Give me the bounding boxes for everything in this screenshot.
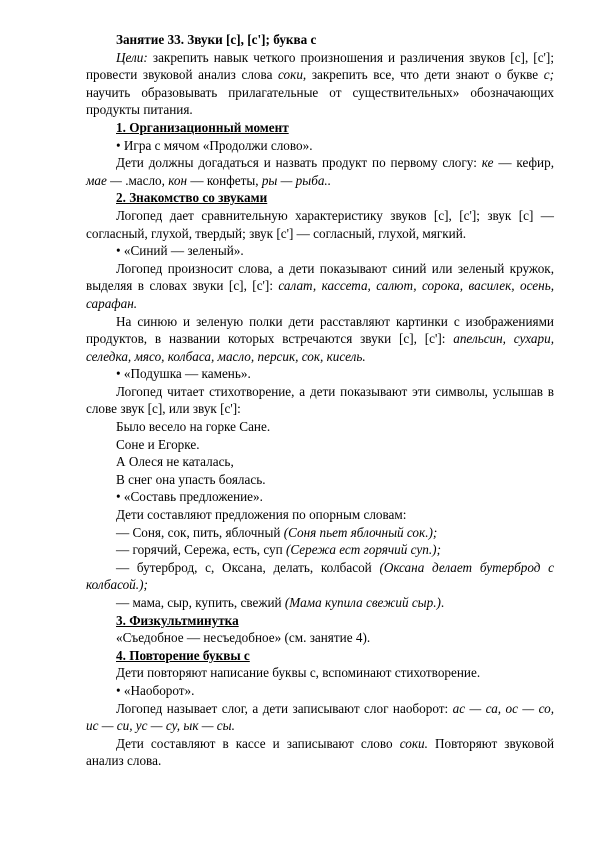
goals-paragraph: [86, 49, 554, 119]
poem-line-1: Было весело на горке Сане.: [116, 419, 271, 435]
section-4-heading: 4. Повторение буквы с: [116, 647, 250, 663]
section-2-words-2: апельсин, сухари, селедка, мясо, колбаса, масло, персик, сок, кисель.: [86, 331, 555, 364]
goals-letter: с;: [543, 67, 554, 83]
section-1-text-main: Дети должны догадаться и назвать продукт по первому слогу:: [116, 155, 482, 171]
poem-line-3: А Олеся не каталась,: [116, 454, 234, 470]
goals-text-c: научить образовывать прилагательные от существительных» обозначающих продукты питания.: [86, 84, 554, 118]
section-2-text: Логопед дает сравнительную характеристику звуков [с], [с']; звук [с] — согласный, глухой, твердый; звук [с'] — согласный, глухой, мягкий.: [86, 207, 554, 241]
goals-label: Цели:: [116, 49, 148, 65]
sentence-4-words: — мама, сыр, купить, свежий: [116, 595, 285, 610]
example-4: ры — рыба..: [261, 172, 332, 188]
example-2-word: .масло,: [121, 172, 169, 188]
section-4-text-2: [86, 700, 554, 735]
section-4-syllables: ас — са, ос — со, ис — си, ус — су, ык — сы.: [86, 700, 555, 734]
goals-word: соки,: [278, 67, 307, 83]
section-2-text-2-main: Логопед произносит слова, а дети показывают синий или зеленый кружок, выделяя в словах звуки [с], [с']:: [86, 260, 554, 294]
section-2-text-4: Логопед читает стихотворение, а дети показывают эти символы, услышав в слове звук [с], или звук [с']:: [86, 383, 554, 417]
example-3-word: — конфеты,: [187, 172, 262, 188]
section-2-game-2: • «Подушка — камень».: [116, 366, 251, 382]
sentence-1: [86, 524, 554, 542]
sentence-3-answer: (Оксана делает бутерброд с колбасой.);: [86, 559, 554, 593]
section-1-game: • Игра с мячом «Продолжи слово».: [116, 137, 313, 153]
section-1-heading: 1. Организационный момент: [116, 119, 289, 135]
section-2-text-5: Дети составляют предложения по опорным словам:: [116, 507, 407, 523]
section-2-text-2: [86, 260, 554, 313]
section-2-text-3-main: На синюю и зеленую полки дети расставляют картинки с изображениями продуктов, в названии которых встречаются звуки [с], [с']:: [86, 313, 554, 347]
section-3-text: «Съедобное — несъедобное» (см. занятие 4).: [116, 630, 371, 646]
poem-line-2: Соне и Егорке.: [116, 436, 200, 452]
section-4-text-3-main: Дети составляют в кассе и записывают слово: [116, 735, 400, 751]
goals-text-b: закрепить все, что дети знают о букве: [306, 67, 544, 83]
section-4-text: Дети повторяют написание буквы с, вспоминают стихотворение.: [116, 665, 481, 681]
sentence-1-words: — Соня, сок, пить, яблочный: [116, 524, 284, 540]
sentence-2-answer: (Сережа ест горячий суп.);: [286, 542, 441, 558]
section-2-heading: 2. Знакомство со звуками: [116, 190, 268, 206]
example-1-syllable: ке: [481, 155, 494, 171]
example-2-syllable: мае —: [86, 172, 122, 188]
sentence-3-words: — бутерброд, с, Оксана, делать, колбасой: [116, 559, 380, 575]
section-4-game: • «Наоборот».: [116, 682, 195, 698]
section-2-game-1: • «Синий — зеленый».: [116, 243, 244, 259]
example-1-word: — кефир,: [493, 155, 554, 171]
section-2-game-3: • «Составь предложение».: [116, 489, 263, 505]
sentence-3: [86, 559, 554, 594]
document-body: [86, 31, 554, 770]
section-2-text-3: [86, 313, 554, 366]
sentence-4: [86, 594, 554, 612]
sentence-2-words: — горячий, Сережа, есть, суп: [116, 542, 287, 558]
lesson-title: Занятие 33. Звуки [с], [с']; буква с: [116, 32, 317, 47]
section-4-text-3-end: Повторяют звуковой анализ слова.: [86, 735, 555, 769]
section-2-words-1: салат, кассета, салют, сорока, василек, осень, сарафан.: [86, 278, 554, 311]
section-3-heading: 3. Физкультминутка: [116, 612, 239, 628]
sentence-1-answer: (Соня пьет яблочный сок.);: [283, 524, 438, 540]
sentence-4-answer: (Мама купила свежий сыр.): [284, 595, 441, 610]
section-1-text: [86, 154, 554, 189]
sentence-2: [86, 541, 554, 559]
poem-line-4: В снег она упасть боялась.: [116, 471, 266, 487]
example-3-syllable: кон: [168, 172, 188, 188]
goals-text-a: закрепить навык четкого произношения и различения звуков [с], [с']; провести звуковой анализ слова: [86, 49, 554, 83]
section-4-text-2-main: Логопед называет слог, а дети записывают слог наоборот:: [116, 700, 453, 716]
section-4-word: соки.: [399, 735, 428, 751]
section-4-text-3: [86, 735, 554, 770]
sentence-4-end: .: [440, 595, 445, 610]
